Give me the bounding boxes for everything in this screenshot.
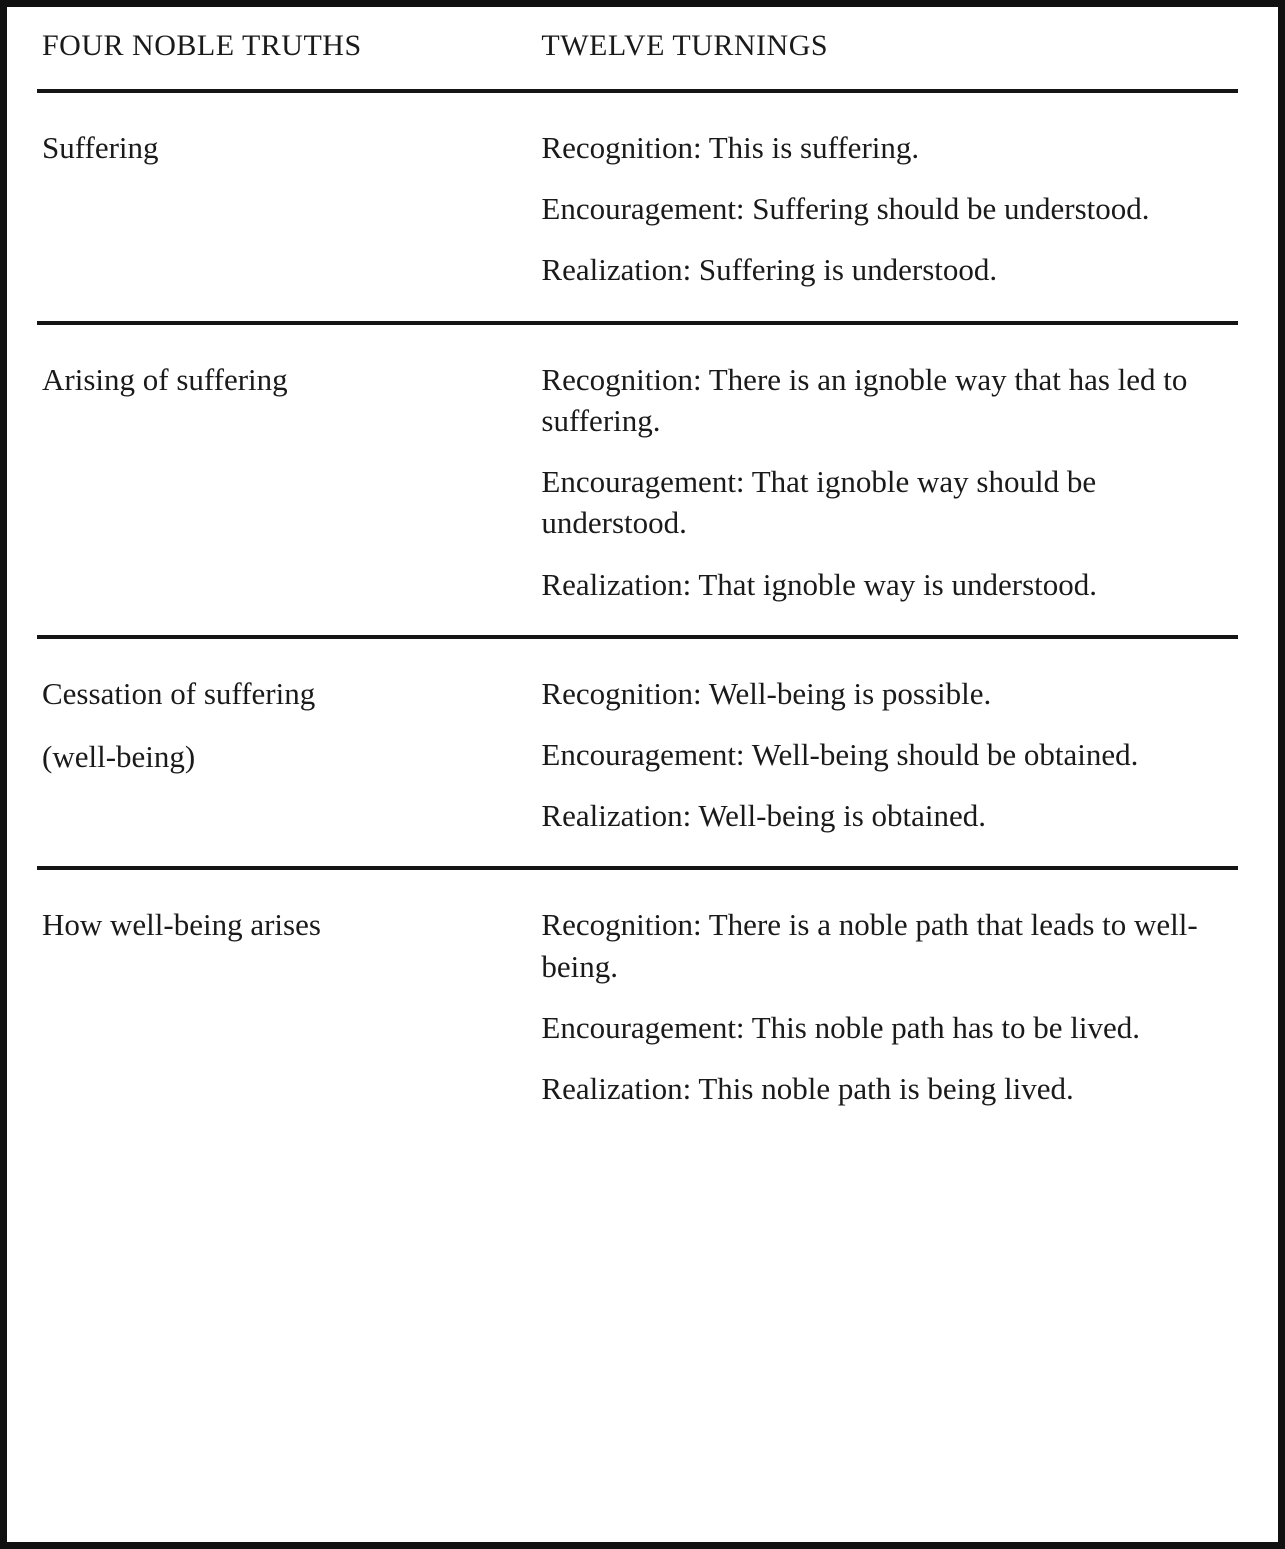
turning-realization: Realization: Well-being is obtained. (541, 798, 987, 834)
truth-label: Cessation of suffering (42, 675, 316, 711)
four-noble-truths-table (37, 29, 1238, 1139)
turning-encouragement: Encouragement: Suffering should be understood. (541, 191, 1150, 227)
truth-cell (37, 91, 541, 323)
truth-cell (37, 637, 541, 869)
turning-encouragement: Encouragement: That ignoble way should be understood. (541, 464, 1097, 541)
table-body (37, 91, 1238, 1139)
table-header-row (37, 29, 1238, 91)
table-row (37, 323, 1238, 637)
truth-cell (37, 868, 541, 1139)
turnings-cell (541, 868, 1238, 1139)
turning-realization: Realization: Suffering is understood. (541, 252, 998, 288)
turning-realization: Realization: This noble path is being lived. (541, 1071, 1074, 1107)
column-header-truths: FOUR NOBLE TRUTHS (37, 29, 541, 91)
turning-recognition: Recognition: Well-being is possible. (541, 675, 992, 711)
table-row (37, 637, 1238, 869)
turning-recognition: Recognition: This is suffering. (541, 130, 920, 165)
turning-recognition: Recognition: There is an ignoble way that has led to suffering. (541, 361, 1188, 438)
table-container (7, 7, 1278, 1542)
truth-label-continued: (well-being) (42, 738, 196, 774)
turnings-cell (541, 91, 1238, 323)
truth-cell (37, 323, 541, 637)
truth-label: Arising of suffering (42, 361, 288, 397)
column-header-turnings: TWELVE TURNINGS (541, 29, 1238, 91)
table-row (37, 868, 1238, 1139)
turning-recognition: Recognition: There is a noble path that leads to well-being. (541, 907, 1198, 984)
truth-label: Suffering (42, 130, 159, 165)
table-row (37, 91, 1238, 323)
turnings-cell (541, 323, 1238, 637)
turnings-cell (541, 637, 1238, 869)
truth-label: How well-being arises (42, 907, 321, 943)
table-header (37, 29, 1238, 91)
turning-encouragement: Encouragement: Well-being should be obtained. (541, 736, 1139, 772)
turning-encouragement: Encouragement: This noble path has to be lived. (541, 1009, 1141, 1045)
turning-realization: Realization: That ignoble way is understood. (541, 566, 1097, 602)
